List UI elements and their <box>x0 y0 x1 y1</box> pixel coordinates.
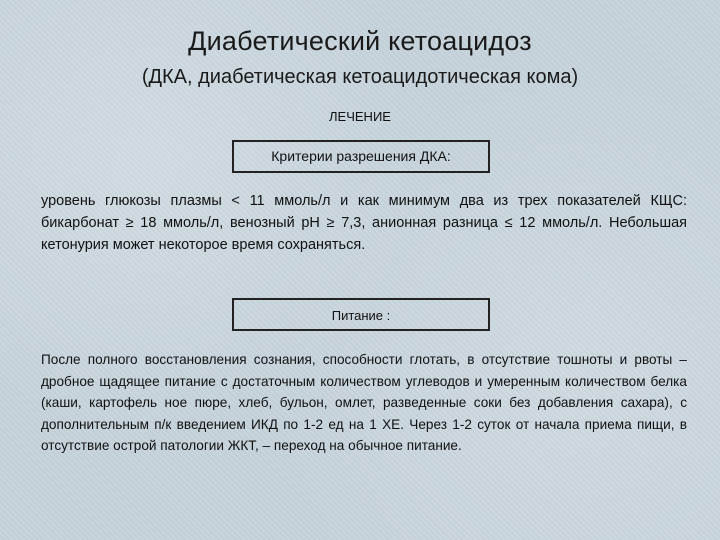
nutrition-paragraph: После полного восстановления сознания, способности глотать, в отсутствие тошноты и рвоты – дробное щадящее питание с достаточным количеством углеводов и умеренным количеством белка (каши, картофель ное пюре, хлеб, бульон, омлет, разведенные соки без добавления сахара), с дополнительным п/к введением ИКД по 1-2 ед на 1 ХЕ. Через 1-2 суток от начала приема пищи, в отсутствие острой патологии ЖКТ, – переход на обычное питание. <box>41 352 687 453</box>
nutrition-heading: Питание : <box>331 308 391 323</box>
section-label: ЛЕЧЕНИЕ <box>329 109 391 124</box>
slide-subtitle: (ДКА, диабетическая кетоацидотическая кома) <box>141 66 579 88</box>
slide-title: Диабетический кетоацидоз <box>188 26 532 56</box>
criteria-heading: Критерии разрешения ДКА: <box>271 148 451 164</box>
criteria-paragraph: уровень глюкозы плазмы < 11 ммоль/л и как минимум два из трех показателей КЩС: бикарбонат ≥ 18 ммоль/л, венозный рН ≥ 7,3, анионная разница ≤ 12 ммоль/л. Небольшая кетонурия может некоторое время сохраняться. <box>41 193 687 253</box>
criteria-heading-box <box>232 140 490 173</box>
nutrition-heading-box <box>232 298 490 331</box>
